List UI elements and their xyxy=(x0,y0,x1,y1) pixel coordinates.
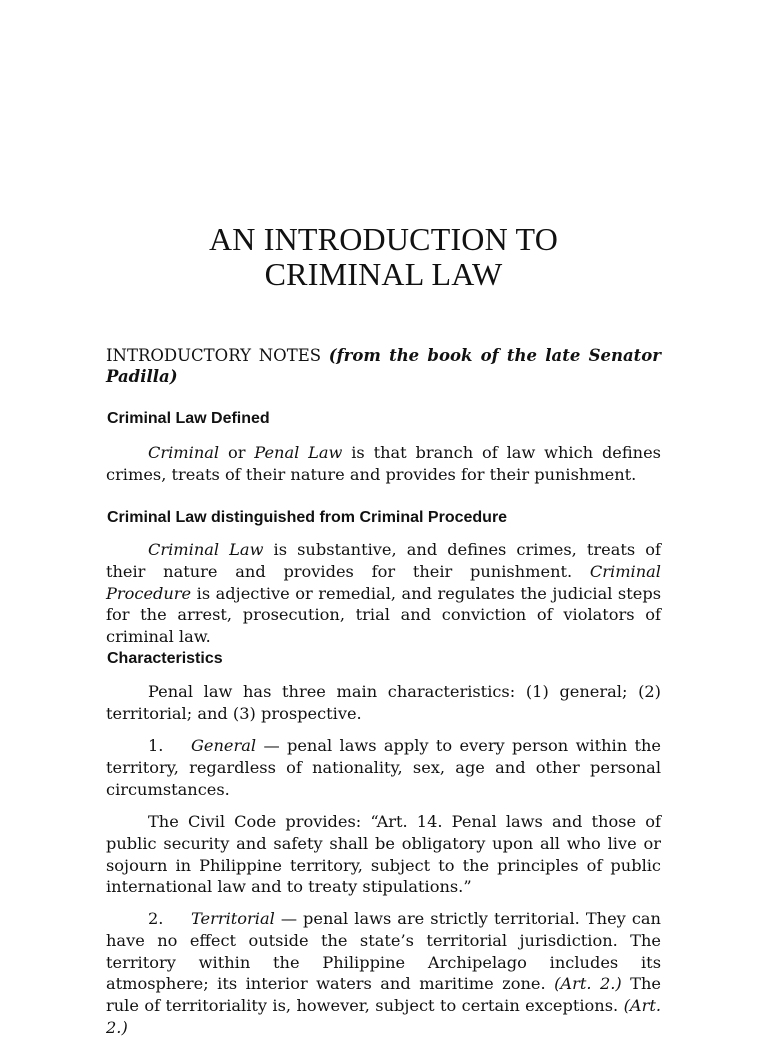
paragraph-text: The rule of territoriality is, however, subject to certain exceptions. xyxy=(106,974,661,1016)
list-number: 1. xyxy=(148,736,164,755)
paragraph-text: — penal laws apply to every person within the territory, regardless of nationality, sex, age and other personal circumstances. xyxy=(106,736,661,799)
page-title xyxy=(106,222,661,292)
paragraph-text: or xyxy=(219,443,255,462)
intro-label: INTRODUCTORY NOTES xyxy=(106,346,329,365)
term-criminal-law: Criminal Law xyxy=(148,540,264,559)
term-penal-law: Penal Law xyxy=(254,443,343,462)
article-reference: (Art. 2.) xyxy=(554,974,622,994)
section-heading-characteristics: Characteristics xyxy=(107,650,223,667)
paragraph-criminal-law-defined xyxy=(106,442,661,486)
paragraph-civil-code: The Civil Code provides: “Art. 14. Penal laws and those of public security and safety shall be obligatory upon all who live or sojourn in Philippine territory, subject to the principles of public international law and to treaty stipulations.” xyxy=(106,812,661,897)
list-item-territorial xyxy=(106,908,661,1039)
paragraph-characteristics: Penal law has three main characteristics: (1) general; (2) territorial; and (3) prospective. xyxy=(106,682,661,723)
title-line-1: AN INTRODUCTION TO xyxy=(208,221,559,257)
section-heading-criminal-procedure: Criminal Law distinguished from Criminal Procedure xyxy=(107,509,508,526)
article-reference: (Art. 2.) xyxy=(106,996,661,1037)
term-criminal: Criminal xyxy=(148,443,220,462)
section-heading-criminal-law-defined: Criminal Law Defined xyxy=(107,410,270,427)
paragraph-text: — penal laws are strictly territorial. They can have no effect outside the state’s territorial jurisdiction. The territory within the Philippine Archipelago includes its atmosphere; its interior waters and maritime zone. xyxy=(106,909,661,994)
term-general: General xyxy=(191,736,257,755)
intro-source: (from the book of the late Senator Padilla) xyxy=(106,346,661,386)
list-item-general xyxy=(106,735,661,800)
paragraph-text: is that branch of law which defines crimes, treats of their nature and provides for their punishment. xyxy=(106,443,661,484)
term-criminal-procedure: Criminal Procedure xyxy=(106,561,661,603)
paragraph-text: is adjective or remedial, and regulates the judicial steps for the arrest, prosecution, trial and conviction of violators of criminal law. xyxy=(106,583,661,647)
introductory-notes xyxy=(106,345,661,387)
title-line-2: CRIMINAL LAW xyxy=(264,256,503,292)
paragraph-criminal-procedure xyxy=(106,539,661,648)
term-territorial: Territorial xyxy=(191,909,275,928)
paragraph-text: is substantive, and defines crimes, treats of their nature and provides for their punishment. xyxy=(106,540,661,581)
list-number: 2. xyxy=(148,909,164,928)
